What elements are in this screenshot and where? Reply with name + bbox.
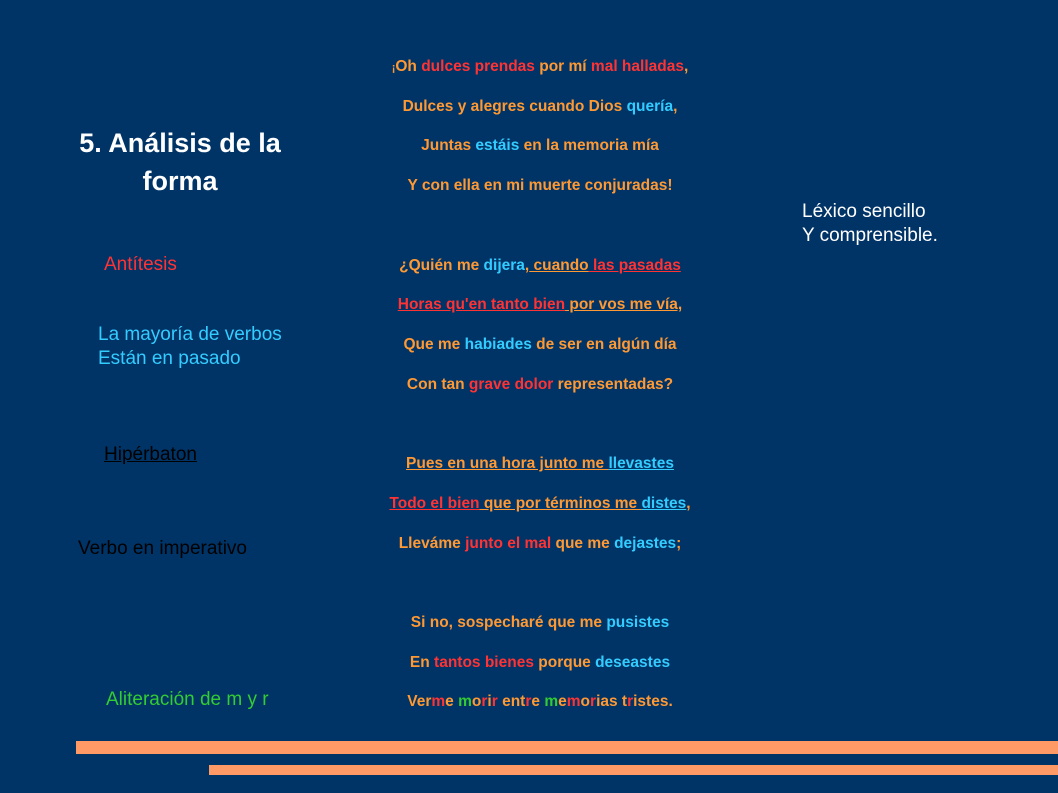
poem-segment: En bbox=[409, 654, 435, 671]
poem-segment: dijera bbox=[483, 257, 525, 274]
poem-line-14 bbox=[290, 693, 790, 711]
poem-line-7 bbox=[290, 336, 790, 354]
poem-segment: estáis bbox=[475, 137, 520, 154]
note-verbos bbox=[98, 323, 282, 371]
poem-segment: e bbox=[531, 693, 545, 710]
poem-segment: por mí bbox=[534, 58, 591, 75]
poem-segment: ¿Quién me bbox=[399, 257, 484, 274]
poem-segment: grave dolor bbox=[468, 376, 554, 393]
poem-segment: e bbox=[558, 693, 567, 710]
poem-segment: de ser en algún día bbox=[531, 336, 677, 353]
poem-line-10 bbox=[290, 495, 790, 513]
poem-segment: m bbox=[566, 693, 581, 710]
poem-segment: habiades bbox=[464, 336, 532, 353]
note-hiperbaton: Hipérbaton bbox=[104, 444, 197, 465]
poem-segment: , bbox=[673, 98, 678, 115]
poem-segment: en la memoria mía bbox=[519, 137, 659, 154]
poem-segment: Dulces y alegres cuando Dios bbox=[402, 98, 627, 115]
poem-segment: llevastes bbox=[608, 455, 674, 472]
poem-segment: Lleváme bbox=[398, 535, 466, 552]
note-lexico-line-1: Léxico sencillo bbox=[802, 201, 926, 222]
poem-segment: ent bbox=[497, 693, 526, 710]
poem-segment: Pues en una hora junto me bbox=[406, 455, 609, 472]
decorative-bar-bottom bbox=[209, 765, 1058, 775]
poem-line-3 bbox=[290, 137, 790, 155]
poem-segment: r bbox=[627, 693, 634, 710]
poem-segment: r bbox=[481, 693, 488, 710]
poem-segment: ¡ bbox=[391, 62, 396, 74]
poem-line-1 bbox=[290, 58, 790, 76]
poem-line-9 bbox=[290, 455, 790, 473]
poem-segment: ias t bbox=[596, 693, 628, 710]
poem-segment: o bbox=[471, 693, 482, 710]
poem-segment: Todo el bien bbox=[389, 495, 480, 512]
poem-segment: Y con ella en mi muerte conjuradas! bbox=[407, 177, 673, 194]
poem-segment: porque bbox=[533, 654, 596, 671]
poem-line-4 bbox=[290, 177, 790, 195]
note-imperativo: Verbo en imperativo bbox=[78, 538, 247, 559]
poem-segment: , bbox=[524, 257, 530, 274]
poem-segment: dejastes bbox=[614, 535, 677, 552]
poem-segment: deseastes bbox=[595, 654, 671, 671]
poem-segment: cuando bbox=[529, 257, 589, 274]
poem-segment: Con tan bbox=[406, 376, 469, 393]
poem-line-5 bbox=[290, 257, 790, 275]
note-lexico bbox=[802, 200, 938, 248]
poem-segment: Oh bbox=[395, 58, 422, 75]
poem-segment: Si no, sospecharé que me bbox=[410, 614, 607, 631]
poem-segment: Ver bbox=[407, 693, 432, 710]
poem-segment: que por términos me bbox=[479, 495, 642, 512]
poem-segment: pusistes bbox=[606, 614, 670, 631]
poem-segment: Que me bbox=[403, 336, 465, 353]
poem-segment: mal halladas bbox=[590, 58, 684, 75]
poem-segment: las pasadas bbox=[588, 257, 681, 274]
poem-segment: que me bbox=[551, 535, 615, 552]
poem-segment: m bbox=[431, 693, 446, 710]
poem-segment: o bbox=[580, 693, 591, 710]
poem-segment: Juntas bbox=[421, 137, 476, 154]
poem-line-6 bbox=[290, 296, 790, 314]
poem-segment: , bbox=[686, 495, 691, 512]
poem-segment: i bbox=[487, 693, 492, 710]
poem-segment: quería bbox=[626, 98, 674, 115]
poem-segment: r bbox=[491, 693, 498, 710]
poem-segment: representadas? bbox=[553, 376, 674, 393]
poem-segment: r bbox=[590, 693, 597, 710]
poem-segment: por vos me vía, bbox=[565, 296, 683, 313]
decorative-bar-top bbox=[76, 741, 1058, 754]
poem-segment: m bbox=[544, 693, 559, 710]
poem-segment: junto el mal bbox=[465, 535, 552, 552]
note-lexico-line-2: Y comprensible. bbox=[802, 225, 938, 246]
poem-segment: r bbox=[525, 693, 532, 710]
note-verbos-line-1: La mayoría de verbos bbox=[98, 324, 282, 345]
note-antitesis: Antítesis bbox=[104, 254, 177, 275]
note-aliteracion: Aliteración de m y r bbox=[106, 689, 269, 710]
note-verbos-line-2: Están en pasado bbox=[98, 348, 241, 369]
poem-line-12 bbox=[290, 614, 790, 632]
poem-segment: Horas qu'en tanto bien bbox=[397, 296, 566, 313]
poem-segment: distes bbox=[641, 495, 687, 512]
poem-line-13 bbox=[290, 654, 790, 672]
poem-segment: , bbox=[683, 58, 689, 75]
poem-segment: dulces prendas bbox=[421, 58, 535, 75]
poem-line-2 bbox=[290, 98, 790, 116]
poem-segment: e bbox=[445, 693, 459, 710]
poem-segment: m bbox=[458, 693, 472, 710]
page-title: 5. Análisis de la forma bbox=[79, 128, 281, 196]
poem-line-8 bbox=[290, 376, 790, 394]
poem-line-11 bbox=[290, 535, 790, 553]
poem-segment: istes. bbox=[633, 693, 673, 710]
poem-segment: ; bbox=[676, 535, 682, 552]
poem-segment: tantos bienes bbox=[434, 654, 534, 671]
